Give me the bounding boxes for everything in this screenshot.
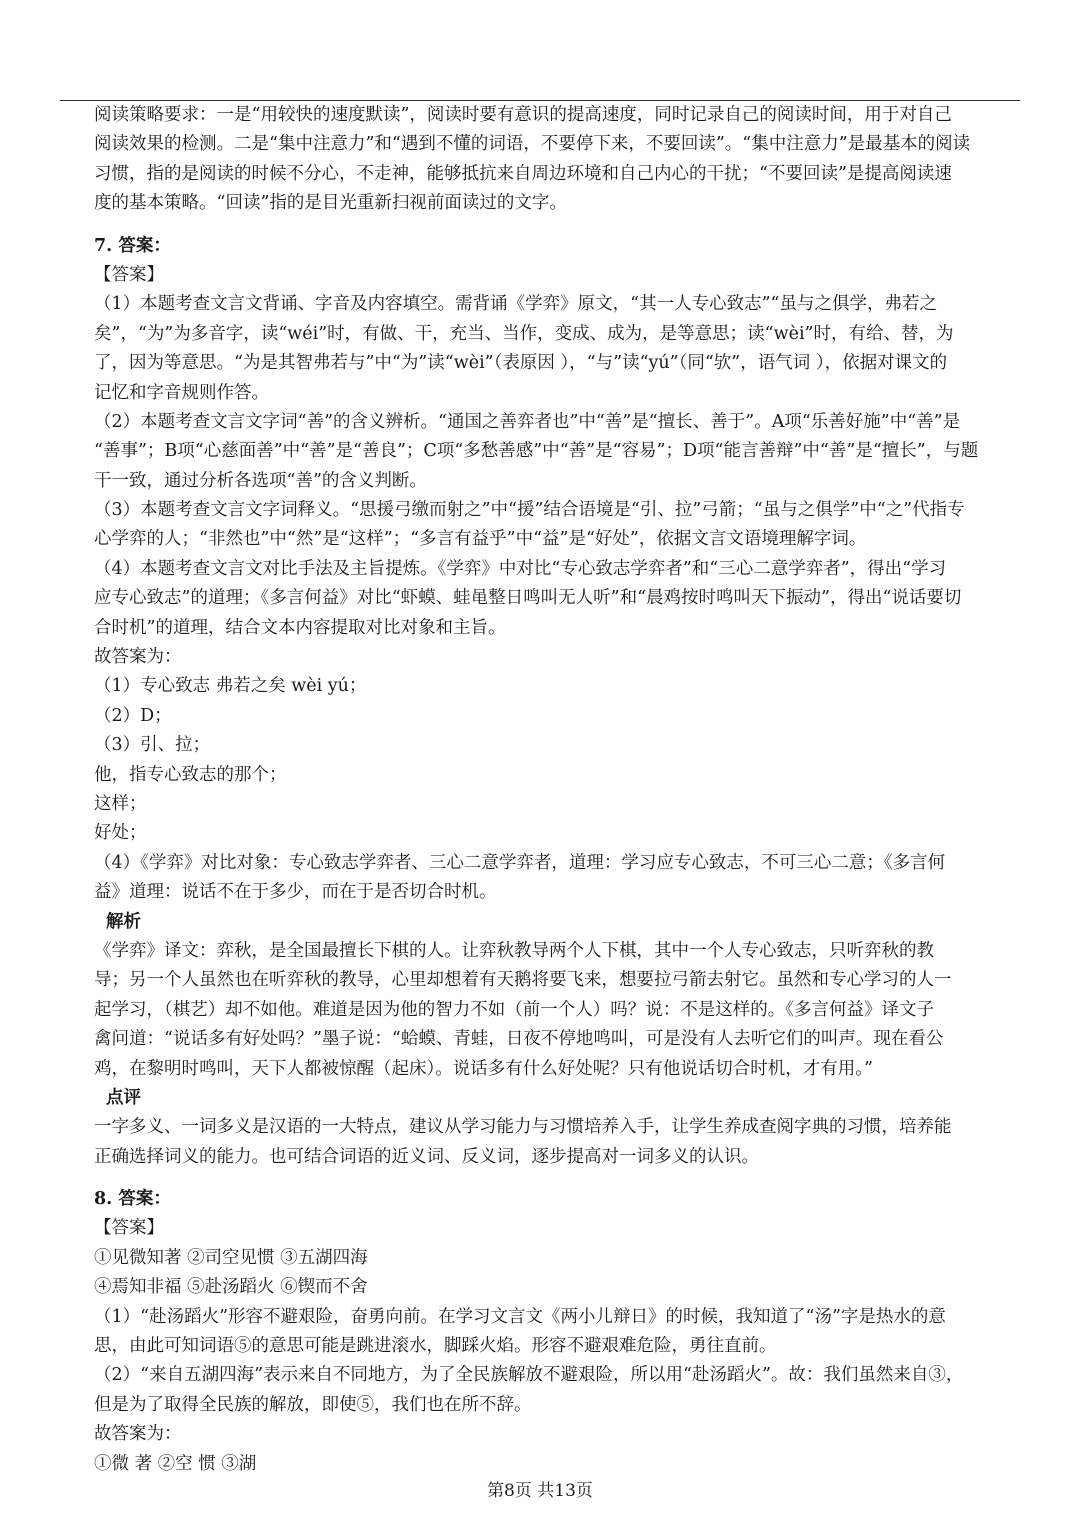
text-line: 记忆和字音规则作答。 [94, 382, 269, 403]
page-footer: 第8页 共13页 [487, 1481, 593, 1501]
text-line: 但是为了取得全民族的解放，即使⑤，我们也在所不辞。 [94, 1394, 532, 1415]
text-line: （1）本题考查文言文背诵、字音及内容填空。需背诵《学弈》原文，“其一人专心致志”“虽与之俱学，弗若之 [94, 294, 937, 315]
text-line: （1）专心致志 弗若之矣 wèi yú； [94, 676, 367, 697]
text-line: 应专心致志”的道理；《多言何益》对比“虾蟆、蛙黾整日鸣叫无人听”和“晨鸡按时鸣叫天下振动”，得出“说话要切 [94, 588, 962, 609]
final-answer-label: 故答案为： [94, 1424, 182, 1445]
text-line: ①微 著 ②空 惯 ③湖 [94, 1453, 257, 1474]
final-answer-label: 故答案为： [94, 647, 182, 668]
answer-label: 【答案】 [94, 264, 164, 285]
text-line: ④焉知非福 ⑤赴汤蹈火 ⑥锲而不舍 [94, 1277, 368, 1298]
text-line: 鸡，在黎明时鸣叫，天下人都被惊醒（起床）。说话多有什么好处呢？只有他说话切合时机，才有用。” [94, 1058, 873, 1079]
question-7-section [94, 232, 1044, 1173]
text-line: （2）本题考查文言文字词“善”的含义辨析。“通国之善弈者也”中“善”是“擅长、善于”。A项“乐善好施”中“善”是 [94, 411, 961, 432]
text-line: 这样； [94, 793, 147, 814]
text-line: ①见微知著 ②司空见惯 ③五湖四海 [94, 1247, 368, 1268]
text-line: 思，由此可知词语⑤的意思可能是跳进滚水，脚踩火焰。形容不避艰难危险，勇往直前。 [94, 1336, 777, 1357]
answer-label: 【答案】 [94, 1218, 164, 1239]
text-line: 合时机”的道理，结合文本内容提取对比对象和主旨。 [94, 617, 506, 638]
text-line: 正确选择词义的能力。也可结合词语的近义词、反义词，逐步提高对一词多义的认识。 [94, 1146, 759, 1167]
text-line: （2）D； [94, 705, 172, 726]
reading-strategy-paragraph [94, 101, 1044, 219]
analysis-label: 解析 [106, 911, 141, 932]
text-line: 干一致，通过分析各选项“善”的含义判断。 [94, 470, 427, 491]
text-line: （4）《学弈》对比对象：专心致志学弈者、三心二意学弈者，道理：学习应专心致志，不可三心二意；《多言何 [94, 852, 946, 873]
text-line: （4）本题考查文言文对比手法及主旨提炼。《学弈》中对比“专心致志学弈者”和“三心二意学弈者”，得出“学习 [94, 558, 947, 579]
text-line: 了，因为等意思。“为是其智弗若与”中“为”读“wèi”（表原因 ），“与”读“yú”（同“欤”，语气词 ），依据对课文的 [94, 353, 948, 374]
text-line: （3）本题考查文言文字词释义。“思援弓缴而射之”中“援”结合语境是“引、拉”弓箭；“虽与之俱学”中“之”代指专 [94, 500, 965, 521]
question-8-heading: 8. 答案： [94, 1189, 171, 1210]
text-line: 阅读策略要求：一是“用较快的速度默读”，阅读时要有意识的提高速度，同时记录自己的阅读时间，用于对自己 [94, 105, 952, 125]
text-line: 心学弈的人；“非然也”中“然”是“这样”；“多言有益乎”中“益”是“好处”，依据文言文语境理解字词。 [94, 529, 867, 550]
text-line: 习惯，指的是阅读的时候不分心，不走神，能够抵抗来自周边环境和自己内心的干扰；“不要回读”是提高阅读速 [94, 163, 952, 184]
question-7-heading: 7. 答案： [94, 235, 171, 256]
comment-label: 点评 [106, 1087, 141, 1108]
page-content [94, 101, 1044, 1479]
text-line: 《学弈》译文：弈秋，是全国最擅长下棋的人。让弈秋教导两个人下棋，其中一个人专心致志，只听弈秋的教 [94, 940, 934, 961]
text-line: “善事”；B项“心慈面善”中“善”是“善良”；C项“多愁善感”中“善”是“容易”；D项“能言善辩”中“善”是“擅长”，与题 [94, 441, 979, 462]
text-line: 度的基本策略。“回读”指的是目光重新扫视前面读过的文字。 [94, 193, 567, 214]
text-line: 好处； [94, 823, 147, 844]
text-line: 益》道理：说话不在于多少，而在于是否切合时机。 [94, 882, 497, 903]
text-line: （1）“赴汤蹈火”形容不避艰险，奋勇向前。在学习文言文《两小儿辩日》的时候，我知道了“汤”字是热水的意 [94, 1306, 946, 1327]
text-line: 他，指专心致志的那个； [94, 764, 287, 785]
question-8-section [94, 1185, 1044, 1479]
text-line: 起学习，（棋艺）却不如他。难道是因为他的智力不如（前一个人）吗？说：不是这样的。《多言何益》译文子 [94, 999, 934, 1020]
text-line: 矣”，“为”为多音字，读“wéi”时，有做、干，充当、当作，变成、成为，是等意思；读“wèi”时，有给、替，为 [94, 323, 954, 344]
text-line: （3）引、拉； [94, 735, 211, 756]
text-line: （2）“来自五湖四海”表示来自不同地方，为了全民族解放不避艰险，所以用“赴汤蹈火”。故：我们虽然来自③， [94, 1365, 964, 1386]
text-line: 一字多义、一词多义是汉语的一大特点，建议从学习能力与习惯培养入手，让学生养成查阅字典的习惯，培养能 [94, 1117, 952, 1138]
text-line: 禽问道：“说话多有好处吗？”墨子说：“蛤蟆、青蛙，日夜不停地鸣叫，可是没有人去听它们的叫声。现在看公 [94, 1029, 944, 1050]
text-line: 阅读效果的检测。二是“集中注意力”和“遇到不懂的词语，不要停下来，不要回读”。“集中注意力”是最基本的阅读 [94, 134, 971, 155]
text-line: 导；另一个人虽然也在听弈秋的教导，心里却想着有天鹅将要飞来，想要拉弓箭去射它。虽然和专心学习的人一 [94, 970, 952, 991]
